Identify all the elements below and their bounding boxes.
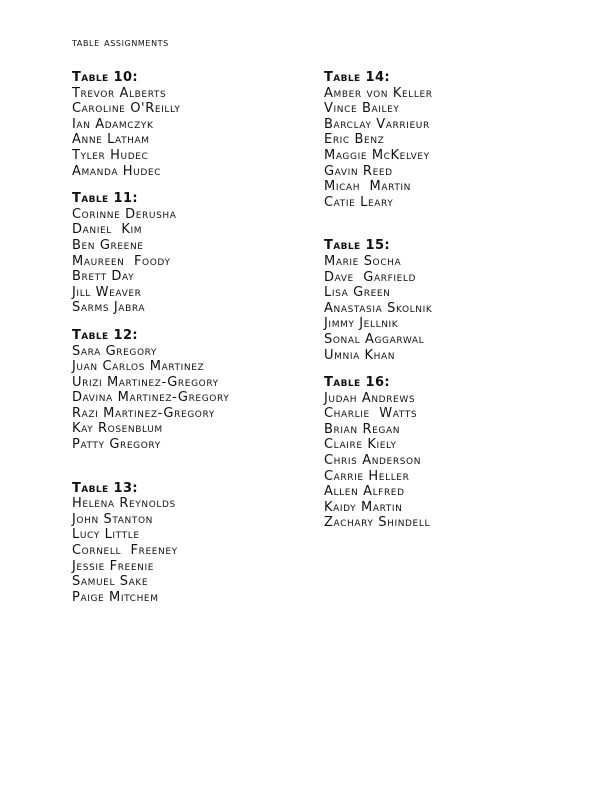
guest-name: Brian Regan (324, 421, 401, 437)
guest-name: Catie Leary (324, 194, 394, 210)
guest-name: Cornell Freeney (72, 543, 178, 559)
guest-name: Judah Andrews (324, 390, 416, 406)
guest-name: Kaidy Martin (324, 499, 403, 515)
table-group-16 (324, 375, 564, 531)
guest-name: Juan Carlos Martinez (72, 359, 205, 375)
guest-name: Jill Weaver (72, 284, 142, 300)
guest-list (72, 496, 312, 605)
guest-name: Kay Rosenblum (72, 421, 163, 437)
guest-name: Brett Day (72, 269, 135, 285)
guest-name: Ben Greene (72, 237, 144, 253)
guest-name: Umnia Khan (324, 347, 396, 363)
table-heading: Table 14: (324, 70, 390, 85)
table-heading: Table 10: (72, 70, 138, 85)
guest-name: Paige Mitchem (72, 589, 159, 605)
table-heading: Table 16: (324, 375, 390, 391)
table-heading: Table 12: (72, 327, 138, 343)
guest-name: Samuel Sake (72, 574, 149, 590)
guest-name: Ian Adamczyk (72, 116, 154, 132)
guest-name: Urizi Martinez-Gregory (72, 374, 219, 390)
guest-list (72, 207, 312, 316)
guest-name: Sonal Aggarwal (324, 331, 425, 347)
table-heading: Table 11: (72, 191, 138, 207)
guest-name: Amber von Keller (324, 85, 433, 101)
guest-name: Allen Alfred (324, 484, 405, 500)
guest-name: Jessie Freenie (72, 558, 154, 574)
guest-name: Sara Gregory (72, 343, 158, 359)
guest-name: Davina Martinez-Gregory (72, 390, 230, 406)
guest-name: Razi Martinez-Gregory (72, 405, 215, 421)
guest-name: Micah Martin (324, 179, 411, 195)
guest-name: Tyler Hudec (72, 147, 149, 163)
document-title: table assignments (72, 35, 169, 49)
guest-name: Lisa Green (324, 285, 391, 301)
table-group-11 (72, 191, 312, 316)
guest-list (324, 391, 564, 531)
guest-name: Maureen Foody (72, 253, 171, 269)
guest-name: Patty Gregory (72, 437, 161, 453)
guest-name: Maggie McKelvey (324, 147, 430, 163)
guest-name: Trevor Alberts (72, 85, 167, 101)
guest-name: John Stanton (72, 511, 154, 527)
guest-name: Zachary Shindell (324, 515, 431, 531)
left-column (72, 68, 312, 605)
table-heading: Table 15: (324, 238, 390, 254)
guest-name: Caroline O'Reilly (72, 101, 181, 117)
guest-name: Corinne Derusha (72, 206, 177, 222)
table-group-10 (72, 70, 312, 179)
guest-name: Gavin Reed (324, 163, 393, 179)
table-group-14 (324, 70, 564, 210)
guest-name: Jimmy Jellnik (324, 316, 399, 332)
guest-list (324, 86, 564, 211)
table-heading: Table 13: (72, 480, 138, 496)
guest-list (72, 344, 312, 453)
table-group-12 (72, 328, 312, 453)
guest-list (324, 254, 564, 363)
guest-name: Amanda Hudec (72, 163, 162, 179)
guest-name: Charlie Watts (324, 406, 418, 422)
guest-name: Carrie Heller (324, 468, 410, 484)
guest-name: Eric Benz (324, 132, 385, 148)
guest-name: Sarms Jabra (72, 300, 146, 316)
guest-name: Marie Socha (324, 253, 402, 269)
table-group-15 (324, 238, 564, 363)
guest-name: Vince Bailey (324, 101, 400, 117)
guest-name: Anne Latham (72, 132, 150, 148)
guest-list (72, 86, 312, 180)
guest-name: Dave Garfield (324, 269, 417, 285)
guest-name: Lucy Little (72, 527, 140, 543)
guest-name: Helena Reynolds (72, 496, 176, 512)
guest-name: Claire Kiely (324, 437, 397, 453)
right-column (324, 68, 564, 531)
guest-name: Anastasia Skolnik (324, 300, 433, 316)
guest-name: Daniel Kim (72, 222, 143, 238)
table-group-13 (72, 481, 312, 606)
guest-name: Chris Anderson (324, 453, 422, 469)
guest-name: Barclay Varrieur (324, 116, 430, 132)
